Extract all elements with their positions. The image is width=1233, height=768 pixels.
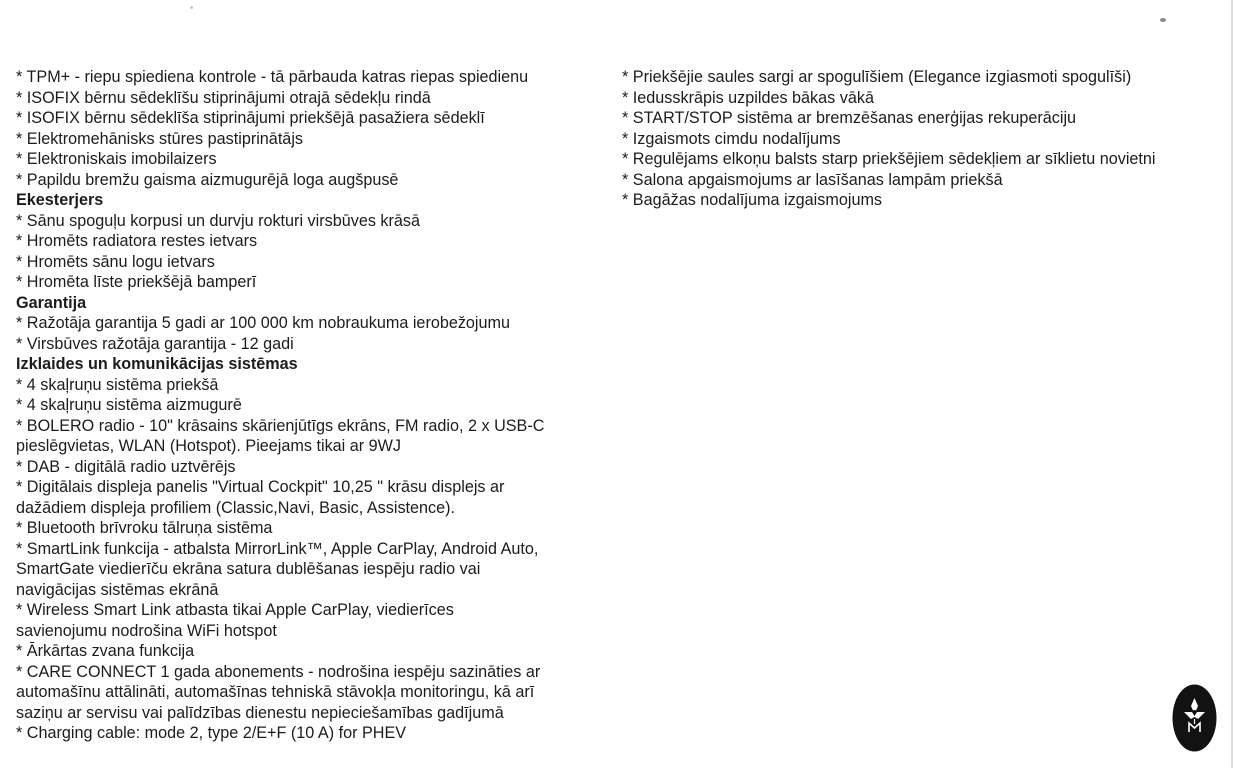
feature-line: * START/STOP sistēma ar bremzēšanas enerģijas rekuperāciju <box>622 109 1077 127</box>
feature-line: pieslēgvietas, WLAN (Hotspot). Pieejams tikai ar 9WJ <box>16 437 402 455</box>
left-column <box>16 67 616 744</box>
section-heading: Garantija <box>16 293 87 312</box>
feature-line: * Digitālais displeja panelis "Virtual Cockpit" 10,25 " krāsu displejs ar <box>16 478 505 496</box>
feature-line: * 4 skaļruņu sistēma aizmugurē <box>16 396 242 414</box>
feature-line: * Izgaismots cimdu nodalījums <box>622 129 841 148</box>
feature-line: * Priekšējie saules sargi ar spogulīšiem (Elegance izgiasmoti spogulīši) <box>622 68 1132 86</box>
feature-line: * Sānu spoguļu korpusi un durvju rokturi virsbūves krāsā <box>16 211 420 230</box>
feature-line: dažādiem displeja profiliem (Classic,Navi, Basic, Assistence). <box>16 498 456 517</box>
feature-line: * ISOFIX bērnu sēdeklīša stiprinājumi priekšējā pasažiera sēdeklī <box>16 109 485 127</box>
scan-speck <box>190 6 193 9</box>
feature-line: saziņu ar servisu vai palīdzības dienestu nepieciešamības gadījumā <box>16 703 504 722</box>
feature-line: automašīnu attālināti, automašīnas tehniskā stāvokļa monitoringu, kā arī <box>16 683 535 701</box>
feature-line: * Wireless Smart Link atbasta tikai Apple CarPlay, viedierīces <box>16 601 454 619</box>
badge-logo-icon <box>1172 684 1217 752</box>
feature-line: * Elektromehānisks stūres pastiprinātājs <box>16 129 304 148</box>
feature-line: * Hromēts sānu logu ietvars <box>16 252 215 271</box>
section-heading: Ekesterjers <box>16 191 104 209</box>
feature-line: navigācijas sistēmas ekrānā <box>16 580 219 599</box>
feature-line: * Hromēts radiatora restes ietvars <box>16 232 258 250</box>
feature-line: * Ārkārtas zvana funkcija <box>16 642 195 660</box>
feature-line: * Iedusskrāpis uzpildes bākas vākā <box>622 88 874 107</box>
feature-line: * DAB - digitālā radio uztvērējs <box>16 457 236 476</box>
feature-line: * ISOFIX bērnu sēdeklīšu stiprinājumi otrajā sēdekļu rindā <box>16 88 431 107</box>
feature-line: * Bagāžas nodalījuma izgaismojums <box>622 191 883 209</box>
feature-line: * Salona apgaismojums ar lasīšanas lampām priekšā <box>622 170 1003 189</box>
feature-line: * Bluetooth brīvroku tālruņa sistēma <box>16 519 273 537</box>
section-heading: Izklaides un komunikācijas sistēmas <box>16 355 298 373</box>
feature-line: * 4 skaļruņu sistēma priekšā <box>16 375 219 394</box>
feature-line: * Regulējams elkoņu balsts starp priekšējiem sēdekļiem ar sīklietu novietni <box>622 150 1156 168</box>
feature-line: * Hromēta līste priekšējā bamperī <box>16 273 257 291</box>
feature-line: * SmartLink funkcija - atbalsta MirrorLink™, Apple CarPlay, Android Auto, <box>16 539 539 558</box>
feature-line: * BOLERO radio - 10" krāsains skārienjūtīgs ekrāns, FM radio, 2 x USB-C <box>16 416 545 435</box>
feature-line: * CARE CONNECT 1 gada abonements - nodrošina iespēju sazināties ar <box>16 662 541 681</box>
feature-line: * Ražotāja garantija 5 gadi ar 100 000 km nobraukuma ierobežojumu <box>16 314 511 332</box>
feature-line: * Virsbūves ražotāja garantija - 12 gadi <box>16 334 294 353</box>
right-column <box>622 67 1222 211</box>
feature-line: savienojumu nodrošina WiFi hotspot <box>16 621 277 640</box>
feature-line: SmartGate viedierīču ekrāna satura dublēšanas iespēju radio vai <box>16 560 481 578</box>
feature-line: * Elektroniskais imobilaizers <box>16 150 217 168</box>
scan-speck <box>1160 18 1166 22</box>
feature-line: * Papildu bremžu gaisma aizmugurējā loga augšpusē <box>16 170 399 189</box>
feature-line: * Charging cable: mode 2, type 2/E+F (10 A) for PHEV <box>16 724 407 742</box>
feature-line: * TPM+ - riepu spiediena kontrole - tā pārbauda katras riepas spiedienu <box>16 68 529 86</box>
